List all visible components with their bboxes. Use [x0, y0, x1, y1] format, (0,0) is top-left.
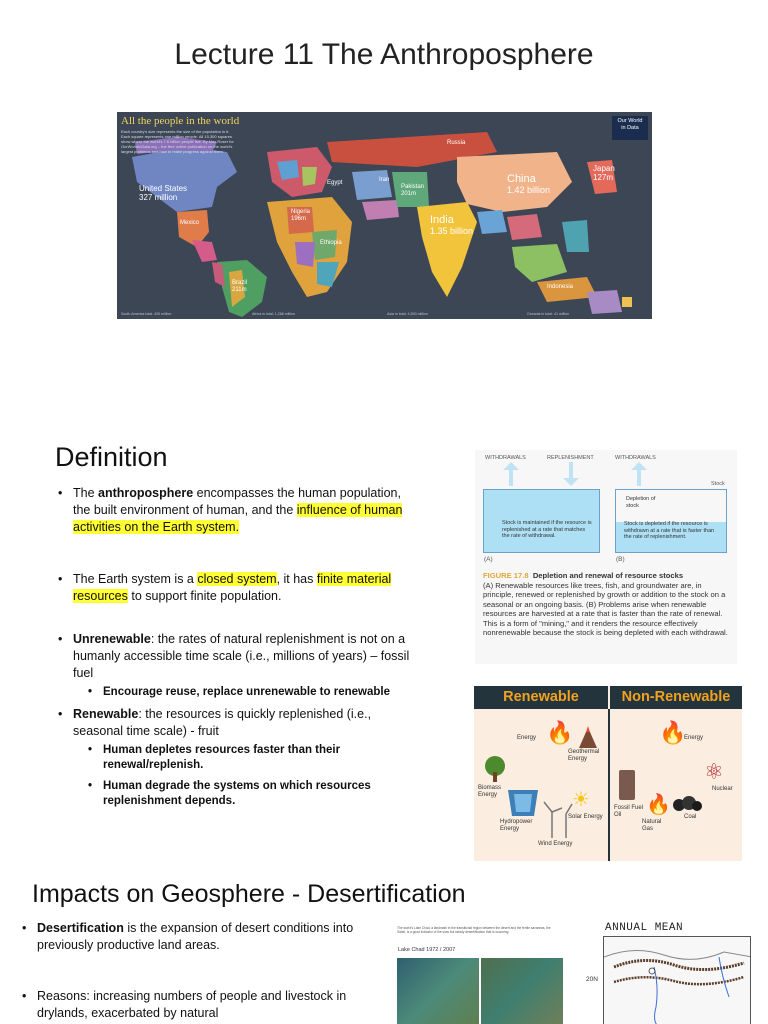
figure-number: FIGURE 17.8 — [483, 571, 529, 580]
cartogram-heading: All the people in the world — [121, 115, 240, 127]
label-brazil — [232, 280, 247, 294]
non-renewable-energy-label: Energy — [684, 735, 704, 741]
fig-stock-label: Stock — [711, 481, 725, 487]
wind-energy-label: Wind Energy — [538, 841, 573, 847]
cartogram-intro: Each country's size represents the size of the population in it. Each square represents one million people. All 15,300 squares show where the world's 7.6 billion people live. By Max Roser for OurWorldInData.org – the free online publication on the world's largest problems and how to make progress against them. — [121, 129, 234, 154]
sub-bullet-human-degrade: • Human degrade the systems on which resources replenishment depends. — [58, 779, 420, 809]
label-china-value: 1.42 billion — [507, 185, 551, 195]
bullet-text: The Earth system is a — [73, 572, 198, 586]
bullet-unrenewable — [58, 631, 420, 682]
bullet-text: encompasses the human population, the built environment of human, and the — [73, 486, 401, 517]
withdrawal-arrow-b — [631, 462, 647, 486]
oil-barrel-icon — [617, 768, 637, 802]
bullet-text: , it has — [276, 572, 317, 586]
volcano-icon — [577, 726, 599, 748]
term-anthroposphere: anthroposphere — [98, 486, 194, 500]
definition-title: Definition — [55, 442, 168, 472]
bullet-text: is the expansion of desert conditions into previously productive land areas. — [37, 921, 354, 952]
definition-bullets — [58, 485, 420, 809]
lecture-title: Lecture 11 The Anthroposphere — [174, 38, 594, 71]
lake-chad-subtitle: Lake Chad 1972 / 2007 — [398, 947, 456, 953]
label-japan-name: Japan — [593, 164, 615, 173]
tank-b-text: Stock is depleted if the resource is withdrawn at a rate that is faster than the rate of replenishment. — [624, 521, 715, 540]
nuclear-label: Nuclear — [712, 786, 733, 792]
tank-b-depletion: Depletion of stock — [626, 496, 656, 509]
label-russia: Russia — [447, 140, 466, 146]
term-unrenewable: Unrenewable — [73, 632, 151, 646]
label-pakistan-value: 201m — [401, 191, 417, 197]
biomass-label: Biomass Energy — [478, 785, 502, 798]
annual-mean-map — [585, 920, 755, 1024]
lake-chad-2007-image — [481, 958, 563, 1024]
label-pakistan — [401, 184, 424, 198]
bullet-anthroposphere — [58, 485, 420, 536]
natural-gas-label: Natural Gas — [642, 819, 662, 832]
energy-infographic — [474, 686, 742, 861]
figure-caption-body: (A) Renewable resources like trees, fish, and groundwater are, in principle, renewed or replenished by growth or addition to the stock on a seasonal or an ongoing basis. (B) Problems arise when renewable resources are harvested at a rate that is faster than the rate of renewal. This is a form of "mining," and it renders the resource effectively nonrenewable because the stock is being depleted with each withdrawal. — [483, 580, 728, 637]
flow-arrows — [475, 462, 737, 490]
figure-caption — [483, 571, 733, 638]
bullet-reasons — [22, 988, 382, 1022]
label-indonesia: Indonesia — [547, 284, 574, 290]
fig-label-b: (B) — [616, 556, 625, 563]
annual-mean-title: ANNUAL MEAN — [605, 922, 684, 934]
tank-a — [483, 489, 600, 553]
desertification-bullets — [22, 920, 382, 1022]
sun-icon: ☀ — [572, 789, 590, 811]
annual-mean-map-frame — [603, 936, 751, 1024]
renewable-energy-label: Energy — [517, 735, 537, 741]
latitude-20n-label: 20N — [586, 976, 598, 983]
label-india-name: India — [430, 214, 454, 226]
renewable-header: Renewable — [474, 686, 608, 709]
label-japan — [593, 164, 615, 182]
figure-caption-title: Depletion and renewal of resource stocks — [532, 571, 684, 580]
hydropower-label: Hydropower Energy — [500, 819, 533, 832]
label-united-states-value: 327 million — [139, 193, 178, 202]
energy-flame-icon: 🔥 — [546, 720, 574, 745]
label-nigeria-name: Nigeria — [291, 209, 311, 215]
fig-replenishment-label: REPLENISHMENT — [547, 455, 594, 461]
lake-chad-caption: The world's Lake Chad, a landmark in the transitional region between the desert and the fertile savannas, the Sahel, is a good indicator of the slow but steady desertification that is occurring. — [397, 926, 551, 934]
lake-chad-1972-image — [397, 958, 479, 1024]
tank-a-text: Stock is maintained if the resource is replenished at a rate that matches the rate of withdrawal. — [502, 520, 592, 539]
desertification-title: Impacts on Geosphere - Desertification — [32, 880, 466, 908]
dam-icon — [508, 786, 538, 816]
world-population-cartogram — [117, 112, 652, 319]
lake-chad-figure — [395, 920, 565, 1024]
highlight-influence: influence of human activities on the Earth system. — [73, 503, 403, 534]
cartogram-footer-1: South America total: 426 million — [121, 312, 172, 316]
solar-label: Solar Energy — [568, 814, 603, 820]
non-renewable-flame-icon: 🔥 — [659, 720, 687, 745]
coal-icon — [672, 794, 702, 812]
label-china — [507, 174, 550, 196]
owid-logo[interactable] — [612, 116, 648, 140]
bullet-text: Reasons: increasing numbers of people and livestock in drylands, exacerbated by natural — [37, 989, 347, 1020]
label-china-name: China — [507, 173, 536, 185]
rainfall-map-graphic — [604, 937, 751, 1024]
fig-label-a: (A) — [484, 556, 493, 563]
label-iran: Iran — [379, 177, 390, 183]
fig-withdrawals-b-label: WITHDRAWALS — [615, 455, 656, 461]
bullet-text: to support finite population. — [127, 589, 282, 603]
owid-logo-line1: Our World — [617, 118, 643, 124]
cartogram-footer-4: Oceania in total: 41 million — [527, 312, 570, 316]
bullet-text: The — [73, 486, 99, 500]
bullet-desertification — [22, 920, 382, 954]
term-renewable: Renewable — [73, 707, 139, 721]
label-united-states-name: United States — [139, 184, 188, 193]
bullet-text: : the rates of natural replenishment is not on a humanly accessible time scale (i.e., millions of years) – fossil fuel — [73, 632, 410, 680]
geothermal-label: Geothermal Energy — [568, 749, 600, 762]
figure-resource-stocks — [475, 450, 737, 664]
sub-bullet-human-depletes: • Human depletes resources faster than their renewal/replenish. — [58, 743, 420, 773]
label-japan-value: 127m — [593, 173, 614, 182]
tank-b — [615, 489, 727, 553]
bullet-renewable — [58, 706, 420, 740]
gas-flame-icon: 🔥 — [646, 794, 671, 816]
cartogram-footer-3: Asia in total: 4,500 million — [387, 312, 428, 316]
bullet-text: : the resources is quickly replenished (i.e., seasonal time scale) - fruit — [73, 707, 372, 738]
slide-desertification — [0, 862, 768, 1024]
label-egypt: Egypt — [327, 180, 343, 186]
label-pakistan-name: Pakistan — [401, 184, 425, 190]
bullet-closed-system — [58, 571, 420, 605]
fossil-fuel-label: Fossil Fuel Oil — [614, 805, 644, 818]
tree-icon — [482, 756, 508, 782]
highlight-closed-system: closed system — [197, 572, 277, 586]
fig-withdrawals-a-label: WITHDRAWALS — [485, 455, 526, 461]
term-desertification: Desertification — [37, 921, 124, 935]
label-india — [430, 215, 473, 237]
label-united-states — [139, 184, 187, 202]
slide-lecture-title — [0, 0, 768, 400]
label-brazil-name: Brazil — [232, 280, 248, 286]
cartogram-footer-2: Africa in total: 1,288 million — [252, 312, 295, 316]
label-nigeria-value: 196m — [291, 216, 307, 222]
highlight-finite-resources: finite material resources — [73, 572, 392, 603]
label-nigeria — [291, 209, 310, 223]
replenishment-arrow — [563, 462, 579, 486]
non-renewable-header: Non-Renewable — [610, 686, 742, 709]
sub-bullet-encourage-reuse: • Encourage reuse, replace unrenewable to renewable — [58, 685, 420, 700]
label-india-value: 1.35 billion — [430, 226, 474, 236]
label-ethiopia: Ethiopia — [320, 240, 342, 246]
energy-divider — [608, 709, 610, 861]
slide-definition — [0, 430, 768, 862]
owid-logo-line2: in Data — [621, 125, 639, 131]
atom-icon: ⚛ — [704, 759, 724, 784]
label-brazil-value: 211m — [232, 287, 247, 293]
coal-label: Coal — [684, 814, 697, 820]
label-mexico: Mexico — [180, 220, 200, 226]
withdrawal-arrow-a — [503, 462, 519, 486]
